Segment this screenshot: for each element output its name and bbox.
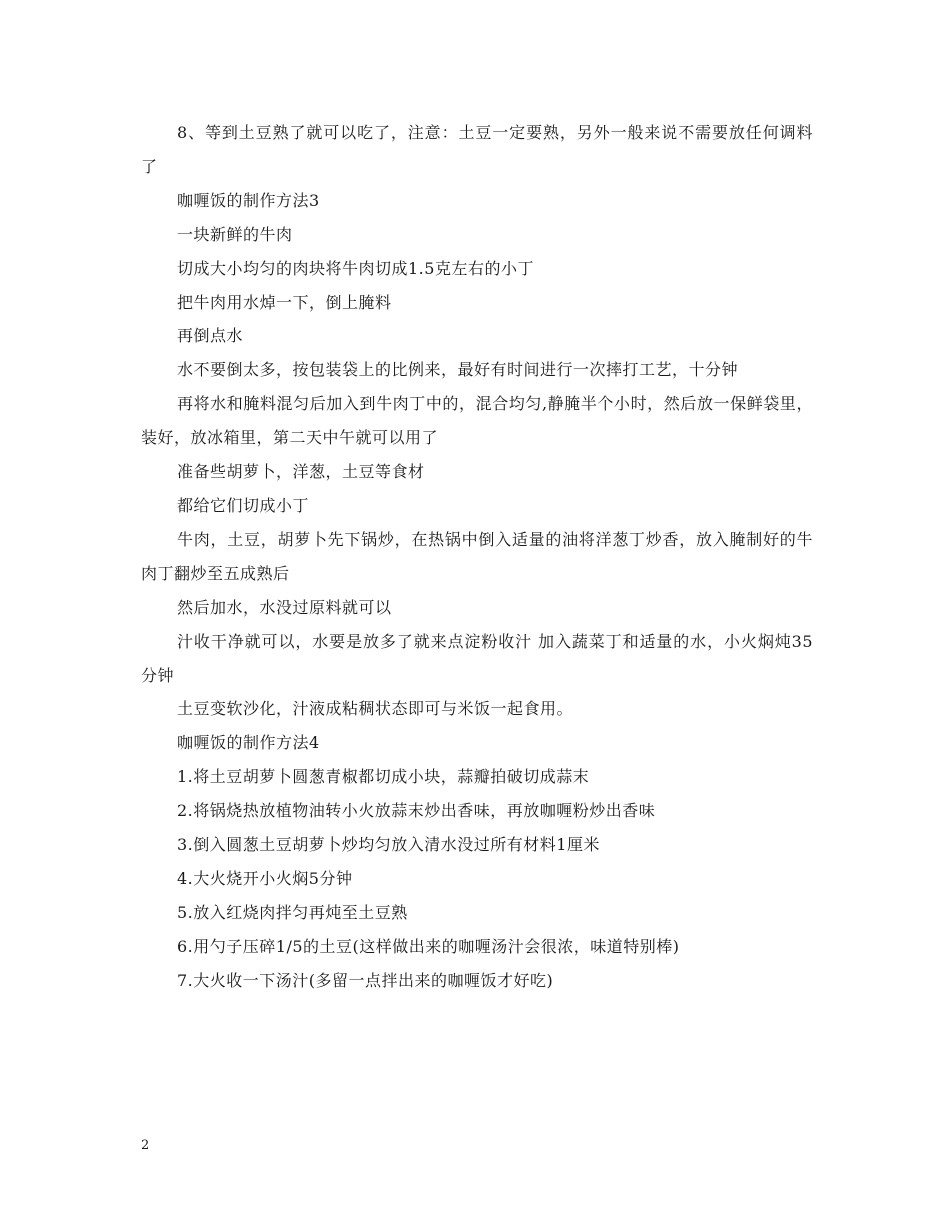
section-heading: 咖喱饭的制作方法3 (177, 190, 320, 210)
list-item: 3.倒入圆葱土豆胡萝卜炒均匀放入清水没过所有材料1厘米 (177, 835, 600, 855)
paragraph: 牛肉，土豆，胡萝卜先下锅炒，在热锅中倒入适量的油将洋葱丁炒香，放入腌制好的牛肉丁翻炒至五成熟后 (141, 529, 813, 583)
list-item: 7.大火收一下汤汁(多留一点拌出来的咖喱饭才好吃) (177, 970, 554, 990)
paragraph: 土豆变软沙化，汁液成粘稠状态即可与米饭一起食用。 (177, 699, 574, 719)
section-heading: 咖喱饭的制作方法4 (177, 733, 320, 753)
paragraph: 一块新鲜的牛肉 (177, 224, 293, 244)
list-item: 1.将土豆胡萝卜圆葱青椒都切成小块，蒜瓣拍破切成蒜末 (177, 767, 590, 787)
paragraph: 8、等到土豆熟了就可以吃了，注意：土豆一定要熟，另外一般来说不需要放任何调料了 (141, 123, 813, 176)
page-number: 2 (141, 1138, 150, 1153)
paragraph: 都给它们切成小丁 (177, 495, 310, 515)
paragraph: 汁收干净就可以，水要是放多了就来点淀粉收汁 加入蔬菜丁和适量的水，小火焖炖35分钟 (141, 631, 813, 685)
list-item: 2.将锅烧热放植物油转小火放蒜末炒出香味，再放咖喱粉炒出香味 (177, 801, 656, 821)
list-item: 4.大火烧开小火焖5分钟 (177, 868, 353, 888)
paragraph: 再倒点水 (177, 326, 244, 346)
list-item: 5.放入红烧肉拌匀再炖至土豆熟 (177, 902, 408, 922)
paragraph: 把牛肉用水焯一下，倒上腌料 (177, 292, 392, 312)
paragraph: 再将水和腌料混匀后加入到牛肉丁中的，混合均匀,静腌半个小时，然后放一保鲜袋里，装好，放冰箱里，第二天中午就可以用了 (141, 394, 813, 448)
document-body (141, 116, 813, 998)
paragraph: 水不要倒太多，按包装袋上的比例来，最好有时间进行一次摔打工艺，十分钟 (177, 360, 739, 380)
paragraph: 准备些胡萝卜，洋葱，土豆等食材 (177, 462, 425, 482)
list-item: 6.用勺子压碎1/5的土豆(这样做出来的咖喱汤汁会很浓，味道特别棒) (177, 936, 680, 956)
paragraph: 然后加水，水没过原料就可以 (177, 597, 392, 617)
paragraph: 切成大小均匀的肉块将牛肉切成1.5克左右的小丁 (177, 258, 534, 278)
